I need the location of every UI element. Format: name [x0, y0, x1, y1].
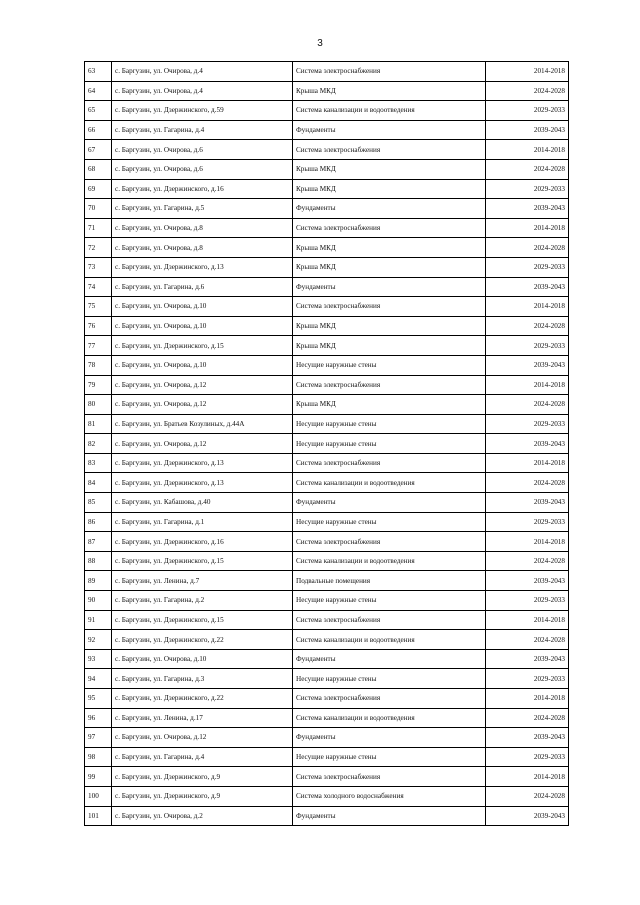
row-number-cell: 65	[85, 101, 112, 121]
table-row	[85, 179, 569, 199]
row-number-cell: 96	[85, 708, 112, 728]
table-row	[85, 453, 569, 473]
address-cell: с. Баргузин, ул. Дзержинского, д.9	[112, 767, 293, 787]
building-system-cell: Система электроснабжения	[293, 375, 486, 395]
row-number-cell: 63	[85, 62, 112, 82]
table-row	[85, 140, 569, 160]
table-row	[85, 257, 569, 277]
period-cell: 2024-2028	[486, 630, 569, 650]
address-cell: с. Баргузин, ул. Очирова, д.10	[112, 316, 293, 336]
table-row	[85, 571, 569, 591]
building-system-cell: Система электроснабжения	[293, 62, 486, 82]
period-cell: 2039-2043	[486, 199, 569, 219]
row-number-cell: 92	[85, 630, 112, 650]
table-row	[85, 297, 569, 317]
period-cell: 2029-2033	[486, 591, 569, 611]
address-cell: с. Баргузин, ул. Дзержинского, д.59	[112, 101, 293, 121]
building-system-cell: Система электроснабжения	[293, 453, 486, 473]
table-row	[85, 375, 569, 395]
row-number-cell: 66	[85, 120, 112, 140]
address-cell: с. Баргузин, ул. Дзержинского, д.13	[112, 453, 293, 473]
row-number-cell: 82	[85, 434, 112, 454]
table-row	[85, 728, 569, 748]
address-cell: с. Баргузин, ул. Гагарина, д.2	[112, 591, 293, 611]
building-system-cell: Несущие наружные стены	[293, 669, 486, 689]
address-cell: с. Баргузин, ул. Очирова, д.10	[112, 297, 293, 317]
building-system-cell: Система канализации и водоотведения	[293, 708, 486, 728]
period-cell: 2039-2043	[486, 434, 569, 454]
period-cell: 2024-2028	[486, 238, 569, 258]
row-number-cell: 85	[85, 493, 112, 513]
building-system-cell: Несущие наружные стены	[293, 512, 486, 532]
building-system-cell: Система электроснабжения	[293, 689, 486, 709]
table-row	[85, 159, 569, 179]
period-cell: 2024-2028	[486, 473, 569, 493]
row-number-cell: 94	[85, 669, 112, 689]
period-cell: 2014-2018	[486, 140, 569, 160]
row-number-cell: 84	[85, 473, 112, 493]
building-system-cell: Фундаменты	[293, 649, 486, 669]
address-cell: с. Баргузин, ул. Очирова, д.8	[112, 238, 293, 258]
row-number-cell: 97	[85, 728, 112, 748]
address-cell: с. Баргузин, ул. Очирова, д.6	[112, 140, 293, 160]
period-cell: 2024-2028	[486, 551, 569, 571]
row-number-cell: 81	[85, 414, 112, 434]
address-cell: с. Баргузин, ул. Кабашова, д.40	[112, 493, 293, 513]
period-cell: 2039-2043	[486, 277, 569, 297]
address-cell: с. Баргузин, ул. Дзержинского, д.15	[112, 336, 293, 356]
period-cell: 2014-2018	[486, 532, 569, 552]
table-row	[85, 473, 569, 493]
period-cell: 2029-2033	[486, 179, 569, 199]
table-row	[85, 81, 569, 101]
building-system-cell: Крыша МКД	[293, 159, 486, 179]
table-row	[85, 591, 569, 611]
row-number-cell: 98	[85, 747, 112, 767]
address-cell: с. Баргузин, ул. Очирова, д.12	[112, 434, 293, 454]
building-system-cell: Система электроснабжения	[293, 532, 486, 552]
table-row	[85, 355, 569, 375]
building-system-cell: Система электроснабжения	[293, 218, 486, 238]
table-row	[85, 277, 569, 297]
table-row	[85, 649, 569, 669]
address-cell: с. Баргузин, ул. Дзержинского, д.13	[112, 257, 293, 277]
row-number-cell: 91	[85, 610, 112, 630]
row-number-cell: 75	[85, 297, 112, 317]
building-system-cell: Несущие наружные стены	[293, 414, 486, 434]
building-system-cell: Крыша МКД	[293, 179, 486, 199]
table-row	[85, 395, 569, 415]
building-system-cell: Система канализации и водоотведения	[293, 551, 486, 571]
address-cell: с. Баргузин, ул. Гагарина, д.3	[112, 669, 293, 689]
period-cell: 2029-2033	[486, 101, 569, 121]
table-row	[85, 336, 569, 356]
row-number-cell: 100	[85, 786, 112, 806]
table-row	[85, 669, 569, 689]
address-cell: с. Баргузин, ул. Дзержинского, д.16	[112, 179, 293, 199]
table-row	[85, 786, 569, 806]
row-number-cell: 79	[85, 375, 112, 395]
table-row	[85, 493, 569, 513]
table-row	[85, 316, 569, 336]
building-system-cell: Система канализации и водоотведения	[293, 473, 486, 493]
row-number-cell: 73	[85, 257, 112, 277]
period-cell: 2039-2043	[486, 649, 569, 669]
address-cell: с. Баргузин, ул. Очирова, д.4	[112, 81, 293, 101]
period-cell: 2014-2018	[486, 610, 569, 630]
table-row	[85, 238, 569, 258]
building-system-cell: Несущие наружные стены	[293, 747, 486, 767]
table-row	[85, 414, 569, 434]
period-cell: 2014-2018	[486, 218, 569, 238]
building-system-cell: Фундаменты	[293, 277, 486, 297]
building-system-cell: Система канализации и водоотведения	[293, 630, 486, 650]
address-cell: с. Баргузин, ул. Гагарина, д.6	[112, 277, 293, 297]
period-cell: 2029-2033	[486, 747, 569, 767]
row-number-cell: 72	[85, 238, 112, 258]
building-system-cell: Крыша МКД	[293, 395, 486, 415]
row-number-cell: 95	[85, 689, 112, 709]
building-system-cell: Крыша МКД	[293, 336, 486, 356]
address-cell: с. Баргузин, ул. Очирова, д.8	[112, 218, 293, 238]
address-cell: с. Баргузин, ул. Ленина, д.7	[112, 571, 293, 591]
period-cell: 2014-2018	[486, 297, 569, 317]
table-row	[85, 218, 569, 238]
row-number-cell: 74	[85, 277, 112, 297]
row-number-cell: 76	[85, 316, 112, 336]
row-number-cell: 86	[85, 512, 112, 532]
table-row	[85, 120, 569, 140]
period-cell: 2039-2043	[486, 571, 569, 591]
period-cell: 2029-2033	[486, 669, 569, 689]
period-cell: 2039-2043	[486, 728, 569, 748]
table-row	[85, 806, 569, 826]
row-number-cell: 71	[85, 218, 112, 238]
building-system-cell: Система канализации и водоотведения	[293, 101, 486, 121]
table-row	[85, 532, 569, 552]
row-number-cell: 67	[85, 140, 112, 160]
row-number-cell: 93	[85, 649, 112, 669]
address-cell: с. Баргузин, ул. Гагарина, д.5	[112, 199, 293, 219]
row-number-cell: 99	[85, 767, 112, 787]
row-number-cell: 101	[85, 806, 112, 826]
table-row	[85, 708, 569, 728]
building-system-cell: Система электроснабжения	[293, 140, 486, 160]
address-cell: с. Баргузин, ул. Братьев Козулиных, д.44А	[112, 414, 293, 434]
address-cell: с. Баргузин, ул. Ленина, д.17	[112, 708, 293, 728]
table-row	[85, 101, 569, 121]
period-cell: 2024-2028	[486, 316, 569, 336]
period-cell: 2024-2028	[486, 708, 569, 728]
building-system-cell: Система электроснабжения	[293, 610, 486, 630]
building-system-cell: Несущие наружные стены	[293, 591, 486, 611]
building-system-cell: Подвальные помещения	[293, 571, 486, 591]
building-system-cell: Крыша МКД	[293, 257, 486, 277]
address-cell: с. Баргузин, ул. Очирова, д.12	[112, 395, 293, 415]
building-system-cell: Система электроснабжения	[293, 767, 486, 787]
period-cell: 2039-2043	[486, 493, 569, 513]
table-row	[85, 199, 569, 219]
address-cell: с. Баргузин, ул. Очирова, д.10	[112, 355, 293, 375]
building-system-cell: Крыша МКД	[293, 81, 486, 101]
period-cell: 2039-2043	[486, 120, 569, 140]
building-system-cell: Фундаменты	[293, 493, 486, 513]
period-cell: 2039-2043	[486, 355, 569, 375]
period-cell: 2014-2018	[486, 767, 569, 787]
table-row	[85, 551, 569, 571]
row-number-cell: 77	[85, 336, 112, 356]
period-cell: 2024-2028	[486, 395, 569, 415]
address-cell: с. Баргузин, ул. Дзержинского, д.22	[112, 689, 293, 709]
building-system-cell: Крыша МКД	[293, 316, 486, 336]
building-system-cell: Несущие наружные стены	[293, 355, 486, 375]
address-cell: с. Баргузин, ул. Очирова, д.12	[112, 375, 293, 395]
period-cell: 2024-2028	[486, 159, 569, 179]
table-row	[85, 512, 569, 532]
address-cell: с. Баргузин, ул. Гагарина, д.4	[112, 120, 293, 140]
row-number-cell: 83	[85, 453, 112, 473]
address-cell: с. Баргузин, ул. Очирова, д.2	[112, 806, 293, 826]
building-system-cell: Крыша МКД	[293, 238, 486, 258]
period-cell: 2024-2028	[486, 786, 569, 806]
building-system-cell: Несущие наружные стены	[293, 434, 486, 454]
table-row	[85, 767, 569, 787]
address-cell: с. Баргузин, ул. Дзержинского, д.9	[112, 786, 293, 806]
building-system-cell: Фундаменты	[293, 728, 486, 748]
period-cell: 2014-2018	[486, 62, 569, 82]
address-cell: с. Баргузин, ул. Дзержинского, д.22	[112, 630, 293, 650]
row-number-cell: 70	[85, 199, 112, 219]
address-cell: с. Баргузин, ул. Дзержинского, д.15	[112, 610, 293, 630]
row-number-cell: 80	[85, 395, 112, 415]
row-number-cell: 69	[85, 179, 112, 199]
row-number-cell: 88	[85, 551, 112, 571]
row-number-cell: 89	[85, 571, 112, 591]
period-cell: 2029-2033	[486, 336, 569, 356]
repair-schedule-table	[84, 61, 569, 826]
table-body	[85, 62, 569, 826]
row-number-cell: 68	[85, 159, 112, 179]
table-row	[85, 630, 569, 650]
building-system-cell: Фундаменты	[293, 806, 486, 826]
address-cell: с. Баргузин, ул. Очирова, д.4	[112, 62, 293, 82]
period-cell: 2029-2033	[486, 257, 569, 277]
table-row	[85, 610, 569, 630]
period-cell: 2029-2033	[486, 512, 569, 532]
table-row	[85, 62, 569, 82]
table-row	[85, 434, 569, 454]
row-number-cell: 90	[85, 591, 112, 611]
table-row	[85, 747, 569, 767]
period-cell: 2014-2018	[486, 375, 569, 395]
period-cell: 2014-2018	[486, 689, 569, 709]
address-cell: с. Баргузин, ул. Дзержинского, д.13	[112, 473, 293, 493]
address-cell: с. Баргузин, ул. Гагарина, д.4	[112, 747, 293, 767]
building-system-cell: Фундаменты	[293, 120, 486, 140]
building-system-cell: Система электроснабжения	[293, 297, 486, 317]
row-number-cell: 78	[85, 355, 112, 375]
page-number: 3	[317, 38, 323, 49]
address-cell: с. Баргузин, ул. Гагарина, д.1	[112, 512, 293, 532]
row-number-cell: 64	[85, 81, 112, 101]
period-cell: 2029-2033	[486, 414, 569, 434]
address-cell: с. Баргузин, ул. Очирова, д.6	[112, 159, 293, 179]
address-cell: с. Баргузин, ул. Дзержинского, д.16	[112, 532, 293, 552]
building-system-cell: Система холодного водоснабжения	[293, 786, 486, 806]
address-cell: с. Баргузин, ул. Очирова, д.10	[112, 649, 293, 669]
building-system-cell: Фундаменты	[293, 199, 486, 219]
table-row	[85, 689, 569, 709]
row-number-cell: 87	[85, 532, 112, 552]
address-cell: с. Баргузин, ул. Дзержинского, д.15	[112, 551, 293, 571]
period-cell: 2039-2043	[486, 806, 569, 826]
period-cell: 2024-2028	[486, 81, 569, 101]
address-cell: с. Баргузин, ул. Очирова, д.12	[112, 728, 293, 748]
period-cell: 2014-2018	[486, 453, 569, 473]
